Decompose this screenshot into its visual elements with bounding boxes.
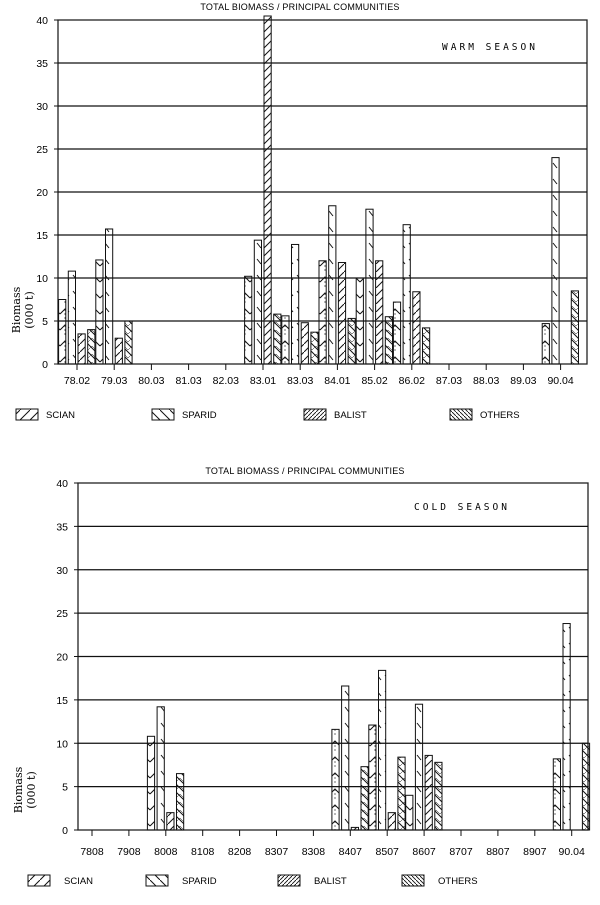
legend-label-balist: BALIST [314, 876, 347, 887]
bar-balist [413, 292, 420, 364]
bar-others [177, 774, 184, 830]
bar-scian [282, 316, 289, 364]
x-tick-label: 84.01 [324, 375, 351, 387]
y-axis-unit: (000 t) [23, 291, 36, 329]
y-tick-label: 20 [56, 651, 68, 664]
bar-sparid [379, 670, 386, 830]
x-tick-label: 7908 [117, 846, 141, 858]
y-tick-label: 25 [56, 608, 68, 621]
bar-scian [319, 261, 326, 364]
bar-others [125, 321, 132, 364]
x-tick-label: 8807 [486, 846, 510, 858]
y-tick-label: 30 [56, 564, 68, 577]
bar-others [398, 757, 405, 830]
x-tick-label: 80.03 [138, 375, 165, 387]
bar-scian [59, 300, 66, 365]
x-tick-label: 90.04 [558, 846, 585, 858]
bar-others [348, 318, 355, 364]
bar-balist [388, 813, 395, 830]
bar-balist [167, 813, 174, 830]
y-axis-unit: (000 t) [25, 771, 38, 809]
x-tick-label: 8208 [227, 846, 252, 858]
x-tick-label: 7808 [80, 846, 104, 858]
x-tick-label: 81.03 [175, 375, 202, 387]
legend-swatch-scian-icon [16, 409, 38, 420]
legend-swatch-balist-icon [304, 409, 326, 420]
y-axis-label: Biomass [12, 766, 25, 814]
bar-balist [338, 263, 345, 364]
season-annotation: COLD SEASON [414, 502, 510, 513]
bar-sparid [68, 271, 75, 364]
legend-swatch-sparid-icon [152, 409, 174, 420]
bar-others [385, 317, 392, 364]
bar-sparid [342, 686, 349, 830]
x-tick-label: 79.03 [101, 375, 128, 387]
x-tick-label: 8407 [338, 846, 362, 858]
legend-swatch-scian-icon [28, 875, 50, 886]
x-tick-label: 8108 [191, 846, 215, 858]
chart-title: TOTAL BIOMASS / PRINCIPAL COMMUNITIES [205, 466, 405, 476]
bar-scian [147, 736, 154, 830]
bar-sparid [329, 206, 336, 364]
bar-sparid [563, 624, 570, 830]
cold-season-chart [12, 466, 590, 887]
y-tick-label: 0 [42, 359, 48, 371]
y-tick-label: 40 [56, 478, 68, 490]
bar-balist [115, 338, 122, 364]
season-annotation: WARM SEASON [442, 42, 538, 53]
x-tick-label: 8707 [449, 846, 473, 858]
x-tick-label: 8507 [375, 846, 399, 858]
y-tick-label: 15 [36, 230, 48, 242]
bar-sparid [403, 225, 410, 364]
legend-label-others: OTHERS [480, 410, 520, 421]
y-tick-label: 20 [36, 187, 48, 199]
y-tick-label: 30 [36, 101, 48, 113]
bar-sparid [292, 244, 299, 364]
legend-swatch-balist-icon [278, 875, 300, 886]
bar-others [361, 767, 368, 830]
bar-scian [542, 324, 549, 364]
legend-swatch-others-icon [450, 409, 472, 420]
x-tick-label: 90.04 [547, 375, 574, 387]
legend-label-sparid: SPARID [182, 410, 217, 421]
x-tick-label: 86.02 [398, 375, 425, 387]
x-tick-label: 88.03 [473, 375, 500, 387]
bar-scian [245, 276, 252, 364]
bar-others [582, 743, 589, 830]
x-tick-label: 8607 [412, 846, 436, 858]
legend-label-scian: SCIAN [64, 876, 94, 887]
x-tick-label: 85.02 [361, 375, 388, 387]
x-tick-label: 87.03 [435, 375, 463, 387]
y-tick-label: 5 [62, 781, 68, 794]
bar-sparid [415, 704, 422, 830]
legend-label-scian: SCIAN [46, 410, 76, 421]
y-tick-label: 5 [42, 316, 48, 328]
y-tick-label: 35 [56, 521, 68, 534]
bar-scian [332, 729, 339, 830]
bar-scian [393, 302, 400, 364]
y-tick-label: 15 [56, 694, 68, 707]
x-tick-label: 8307 [264, 846, 289, 858]
bar-sparid [552, 158, 559, 364]
legend-label-others: OTHERS [438, 876, 478, 887]
bar-scian [553, 759, 560, 830]
bar-others [571, 291, 578, 364]
bar-balist [425, 755, 432, 830]
y-tick-label: 0 [62, 825, 68, 837]
bar-others [423, 328, 430, 364]
bar-balist [376, 261, 383, 364]
y-tick-label: 10 [56, 738, 68, 751]
legend-label-sparid: SPARID [182, 876, 217, 887]
x-tick-label: 83.01 [249, 375, 277, 387]
bar-sparid [106, 229, 113, 364]
bar-scian [96, 260, 103, 364]
bar-sparid [366, 209, 373, 364]
x-tick-label: 89.03 [510, 375, 537, 387]
bar-balist [264, 16, 271, 364]
bar-balist [78, 334, 85, 364]
x-tick-label: 8008 [154, 846, 178, 858]
y-axis-label: Biomass [10, 286, 23, 334]
bar-sparid [157, 707, 164, 830]
legend-label-balist: BALIST [334, 410, 367, 421]
x-tick-label: 8907 [523, 846, 547, 858]
warm-season-chart [10, 2, 587, 421]
bar-scian [356, 278, 363, 364]
x-tick-label: 8308 [301, 846, 326, 858]
bar-sparid [254, 240, 261, 364]
bar-others [311, 332, 318, 364]
bar-scian [369, 725, 376, 830]
bar-others [435, 762, 442, 830]
bar-others [88, 330, 95, 364]
x-tick-label: 82.03 [212, 375, 239, 387]
bar-balist [301, 323, 308, 364]
x-tick-label: 78.02 [63, 375, 91, 387]
y-tick-label: 25 [36, 144, 48, 156]
legend-swatch-others-icon [402, 875, 424, 886]
chart-title: TOTAL BIOMASS / PRINCIPAL COMMUNITIES [200, 2, 400, 12]
x-tick-label: 83.03 [287, 375, 314, 387]
y-tick-label: 10 [36, 273, 48, 285]
bar-others [274, 314, 281, 364]
y-tick-label: 40 [36, 15, 48, 27]
y-tick-label: 35 [36, 58, 48, 70]
legend-swatch-sparid-icon [146, 875, 168, 886]
bar-scian [406, 795, 413, 830]
bar-balist [351, 827, 358, 830]
